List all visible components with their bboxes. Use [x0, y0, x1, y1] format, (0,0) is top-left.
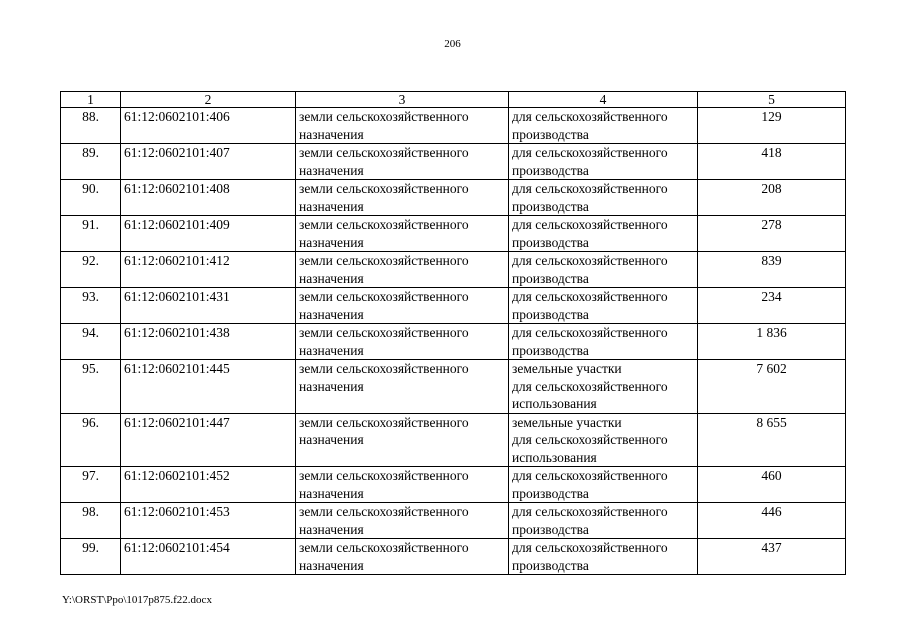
land-category-line: назначения — [299, 162, 364, 178]
value-cell: 1 836 — [698, 324, 846, 360]
permitted-use-line: для сельскохозяйственного — [512, 253, 668, 268]
land-category-line: назначения — [299, 126, 364, 142]
table-row — [61, 108, 846, 144]
permitted-use-line: для сельскохозяйственного — [512, 325, 668, 340]
land-category-line: земли сельскохозяйственного — [299, 181, 469, 196]
permitted-use-cell — [509, 108, 698, 144]
land-category-line: назначения — [299, 432, 364, 447]
row-number-cell: 99. — [61, 539, 121, 575]
permitted-use-line: для сельскохозяйственного — [512, 504, 668, 519]
row-number-cell: 90. — [61, 180, 121, 216]
land-category-line: земли сельскохозяйственного — [299, 253, 469, 268]
land-category-line: земли сельскохозяйственного — [299, 109, 469, 124]
permitted-use-line: производства — [512, 521, 589, 537]
table-header-row — [61, 92, 846, 108]
row-number-cell: 95. — [61, 360, 121, 414]
land-category-line: земли сельскохозяйственного — [299, 361, 469, 376]
permitted-use-line: производства — [512, 198, 589, 214]
value-cell: 460 — [698, 467, 846, 503]
land-category-cell — [296, 144, 509, 180]
cadastral-number-cell: 61:12:0602101:412 — [121, 252, 296, 288]
permitted-use-cell — [509, 144, 698, 180]
land-category-cell — [296, 180, 509, 216]
land-category-line: назначения — [299, 306, 364, 322]
value-cell: 418 — [698, 144, 846, 180]
permitted-use-line: производства — [512, 162, 589, 178]
permitted-use-line: земельные участки — [512, 414, 622, 430]
permitted-use-cell — [509, 503, 698, 539]
permitted-use-cell — [509, 288, 698, 324]
permitted-use-line: для сельскохозяйственного — [512, 109, 668, 124]
land-category-cell — [296, 216, 509, 252]
row-number-cell: 91. — [61, 216, 121, 252]
land-category-cell — [296, 503, 509, 539]
permitted-use-line: для сельскохозяйственного — [512, 289, 668, 304]
permitted-use-line: для сельскохозяйственного — [512, 540, 668, 555]
table-row — [61, 252, 846, 288]
row-number-cell: 94. — [61, 324, 121, 360]
cadastral-number-cell: 61:12:0602101:408 — [121, 180, 296, 216]
land-category-line: назначения — [299, 485, 364, 501]
file-path-footer: Y:\ORST\Ppo\1017p875.f22.docx — [62, 594, 212, 606]
land-category-line: назначения — [299, 234, 364, 250]
permitted-use-line: использования — [512, 449, 597, 465]
permitted-use-line: производства — [512, 557, 589, 573]
cadastral-number-cell: 61:12:0602101:406 — [121, 108, 296, 144]
row-number-cell: 97. — [61, 467, 121, 503]
permitted-use-line: производства — [512, 342, 589, 358]
row-number-cell: 98. — [61, 503, 121, 539]
permitted-use-line: производства — [512, 306, 589, 322]
table-body — [61, 108, 846, 575]
cadastral-number-cell: 61:12:0602101:453 — [121, 503, 296, 539]
land-category-line: назначения — [299, 521, 364, 537]
land-category-cell — [296, 288, 509, 324]
permitted-use-cell — [509, 539, 698, 575]
header-cell: 4 — [509, 92, 698, 108]
land-category-cell — [296, 360, 509, 414]
value-cell: 446 — [698, 503, 846, 539]
table-row — [61, 539, 846, 575]
permitted-use-line: для сельскохозяйственного — [512, 145, 668, 160]
header-cell: 2 — [121, 92, 296, 108]
row-number-cell: 96. — [61, 413, 121, 467]
row-number-cell: 88. — [61, 108, 121, 144]
permitted-use-line: для сельскохозяйственного — [512, 181, 668, 196]
value-cell: 437 — [698, 539, 846, 575]
cadastral-number-cell: 61:12:0602101:431 — [121, 288, 296, 324]
header-cell: 3 — [296, 92, 509, 108]
permitted-use-line: производства — [512, 270, 589, 286]
value-cell: 129 — [698, 108, 846, 144]
permitted-use-line: производства — [512, 485, 589, 501]
value-cell: 278 — [698, 216, 846, 252]
land-category-line: земли сельскохозяйственного — [299, 468, 469, 483]
permitted-use-cell — [509, 467, 698, 503]
land-category-line: назначения — [299, 270, 364, 286]
permitted-use-cell — [509, 324, 698, 360]
table-row — [61, 503, 846, 539]
permitted-use-cell — [509, 180, 698, 216]
table-row — [61, 467, 846, 503]
land-category-line: назначения — [299, 557, 364, 573]
header-cell: 5 — [698, 92, 846, 108]
permitted-use-cell — [509, 360, 698, 414]
land-category-line: назначения — [299, 198, 364, 214]
permitted-use-line: производства — [512, 126, 589, 142]
permitted-use-line: земельные участки — [512, 361, 622, 376]
permitted-use-line: для сельскохозяйственного — [512, 432, 668, 447]
table-row — [61, 413, 846, 467]
land-category-cell — [296, 108, 509, 144]
table-row — [61, 288, 846, 324]
land-plots-table — [60, 91, 846, 575]
land-category-cell — [296, 539, 509, 575]
cadastral-number-cell: 61:12:0602101:452 — [121, 467, 296, 503]
table-row — [61, 324, 846, 360]
permitted-use-cell — [509, 252, 698, 288]
value-cell: 234 — [698, 288, 846, 324]
permitted-use-line: для сельскохозяйственного — [512, 468, 668, 483]
row-number-cell: 93. — [61, 288, 121, 324]
value-cell: 839 — [698, 252, 846, 288]
table-row — [61, 360, 846, 414]
land-category-line: земли сельскохозяйственного — [299, 217, 469, 232]
cadastral-number-cell: 61:12:0602101:445 — [121, 360, 296, 414]
value-cell: 8 655 — [698, 413, 846, 467]
value-cell: 208 — [698, 180, 846, 216]
land-category-line: назначения — [299, 378, 364, 394]
land-category-line: земли сельскохозяйственного — [299, 145, 469, 160]
cadastral-number-cell: 61:12:0602101:454 — [121, 539, 296, 575]
land-category-cell — [296, 413, 509, 467]
cadastral-number-cell: 61:12:0602101:409 — [121, 216, 296, 252]
land-category-line: назначения — [299, 342, 364, 358]
permitted-use-cell — [509, 216, 698, 252]
permitted-use-cell — [509, 413, 698, 467]
land-category-line: земли сельскохозяйственного — [299, 414, 469, 430]
land-category-line: земли сельскохозяйственного — [299, 325, 469, 340]
land-category-cell — [296, 467, 509, 503]
permitted-use-line: производства — [512, 234, 589, 250]
table-row — [61, 216, 846, 252]
land-category-line: земли сельскохозяйственного — [299, 504, 469, 519]
land-category-cell — [296, 324, 509, 360]
cadastral-number-cell: 61:12:0602101:447 — [121, 413, 296, 467]
land-category-cell — [296, 252, 509, 288]
cadastral-number-cell: 61:12:0602101:407 — [121, 144, 296, 180]
row-number-cell: 89. — [61, 144, 121, 180]
permitted-use-line: использования — [512, 396, 597, 411]
permitted-use-line: для сельскохозяйственного — [512, 217, 668, 232]
header-cell: 1 — [61, 92, 121, 108]
value-cell: 7 602 — [698, 360, 846, 414]
land-category-line: земли сельскохозяйственного — [299, 289, 469, 304]
land-category-line: земли сельскохозяйственного — [299, 540, 469, 555]
page-number: 206 — [444, 38, 461, 50]
table-row — [61, 180, 846, 216]
permitted-use-line: для сельскохозяйственного — [512, 378, 668, 394]
row-number-cell: 92. — [61, 252, 121, 288]
cadastral-number-cell: 61:12:0602101:438 — [121, 324, 296, 360]
table-row — [61, 144, 846, 180]
